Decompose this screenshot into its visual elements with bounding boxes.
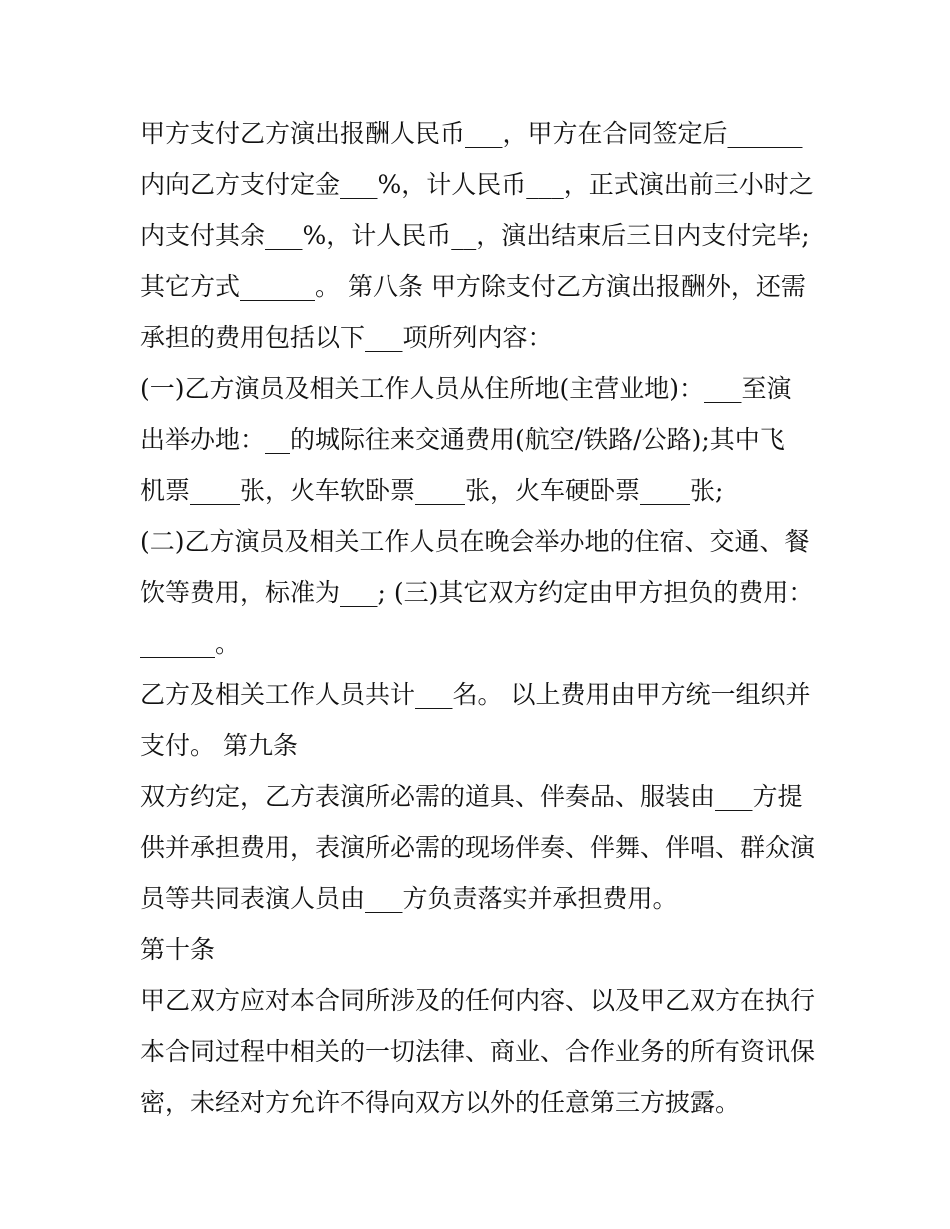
text-line: 内支付其余___%，计人民币__，演出结束后三日内支付完毕; xyxy=(140,221,810,250)
text-line: (二)乙方演员及相关工作人员在晚会举办地的住宿、交通、餐 xyxy=(140,527,810,556)
text-line: 饮等费用，标准为___; (三)其它双方约定由甲方担负的费用： xyxy=(140,578,814,607)
text-line: 机票____张，火车软卧票____张，火车硬卧票____张; xyxy=(140,476,724,505)
text-line: 甲乙双方应对本合同所涉及的任何内容、以及甲乙双方在执行 xyxy=(140,986,816,1015)
text-line: 出举办地：__的城际往来交通费用(航空/铁路/公路);其中飞 xyxy=(140,425,785,454)
text-line: 员等共同表演人员由___方负责落实并承担费用。 xyxy=(140,884,678,913)
text-line: 第十条 xyxy=(140,935,216,964)
text-line: 本合同过程中相关的一切法律、商业、合作业务的所有资讯保 xyxy=(140,1037,816,1066)
contract-text xyxy=(140,108,820,1128)
text-line: 双方约定，乙方表演所必需的道具、伴奏品、服装由___方提 xyxy=(140,782,803,811)
text-line: 支付。 第九条 xyxy=(140,731,298,760)
text-line: ______。 xyxy=(140,629,241,658)
text-line: 内向乙方支付定金___%，计人民币___，正式演出前三小时之 xyxy=(140,170,814,199)
text-line: 供并承担费用，表演所必需的现场伴奏、伴舞、伴唱、群众演 xyxy=(140,833,816,862)
text-line: 甲方支付乙方演出报酬人民币___，甲方在合同签定后______ xyxy=(140,119,803,148)
text-line: (一)乙方演员及相关工作人员从住所地(主营业地)：___至演 xyxy=(140,374,792,403)
text-line: 乙方及相关工作人员共计___名。 以上费用由甲方统一组织并 xyxy=(140,680,811,709)
text-line: 承担的费用包括以下___项所列内容： xyxy=(140,323,553,352)
text-line: 其它方式______。 第八条 甲方除支付乙方演出报酬外，还需 xyxy=(140,272,806,301)
text-line: 密，未经对方允许不得向双方以外的任意第三方披露。 xyxy=(140,1088,741,1117)
